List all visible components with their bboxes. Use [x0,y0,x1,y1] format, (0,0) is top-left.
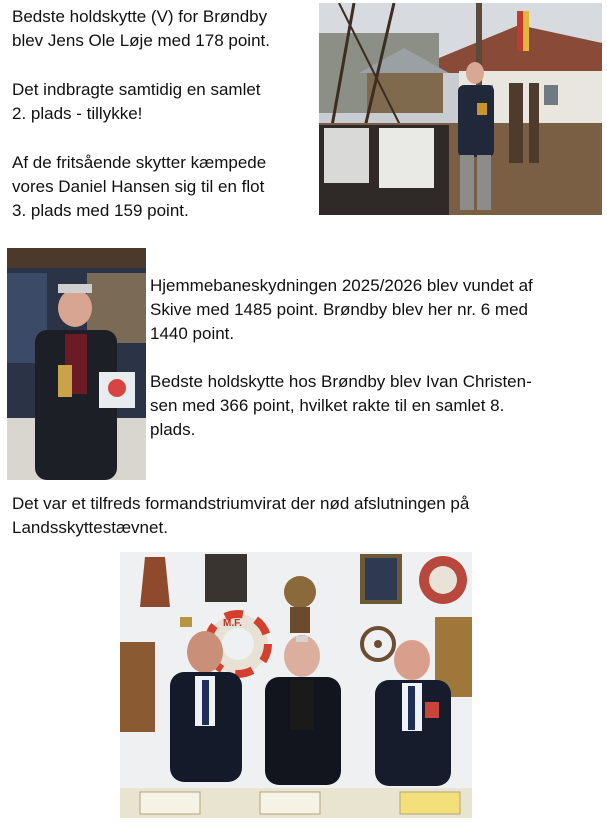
text-line: Bedste holdskytte (V) for Brøndby [12,7,268,26]
text-line: Skive med 1485 point. Brøndby blev her nr. 6 med [150,300,528,319]
text-line: Det var et tilfreds formandstriumvirat der nød afslutningen på [12,494,470,513]
paragraph-best-team-shooter-v [12,5,270,53]
photo-three-chairmen [120,552,472,818]
paragraph-free-standing-shooters [12,151,266,223]
text-line: Landsskyttestævnet. [12,518,168,537]
paragraph-home-range-shooting [150,274,533,346]
text-line: sen med 366 point, hvilket rakte til en samlet 8. [150,396,505,415]
text-line: 2. plads - tillykke! [12,104,143,123]
text-line: Bedste holdskytte hos Brøndby blev Ivan Christen- [150,372,532,391]
text-line: Af de fritsående skytter kæmpede [12,153,267,172]
text-line: 3. plads med 159 point. [12,201,189,220]
text-line: blev Jens Ole Løje med 178 point. [12,31,270,50]
paragraph-chairman-triumvirate [12,492,469,540]
lifebuoy-text: M.F. [223,618,242,629]
photo-ship-deck-trophy [319,3,602,215]
paragraph-best-team-shooter-brondby [150,370,532,442]
text-line: vores Daniel Hansen sig til en flot [12,177,265,196]
paragraph-second-place [12,78,261,126]
text-line: Det indbragte samtidig en samlet [12,80,261,99]
photo-man-holding-awards [7,248,146,480]
text-line: Hjemmebaneskydningen 2025/2026 blev vundet af [150,276,533,295]
text-line: plads. [150,420,196,439]
text-line: 1440 point. [150,324,235,343]
